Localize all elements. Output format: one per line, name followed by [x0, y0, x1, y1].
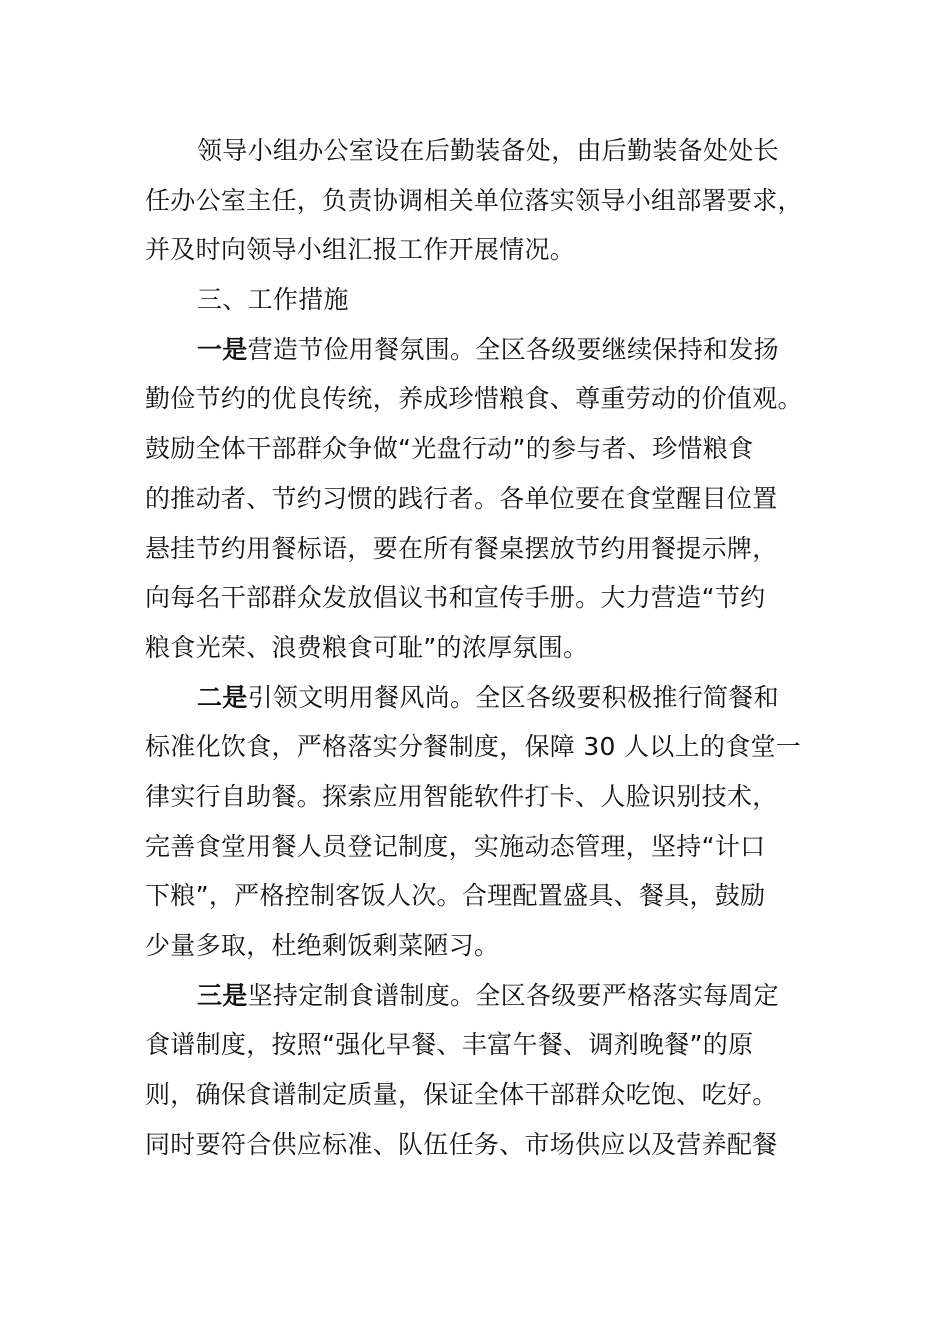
text-line: 悬挂节约用餐标语，要在所有餐桌摆放节约用餐提示牌， [145, 533, 778, 563]
paragraph-office [145, 126, 810, 275]
paragraph-measure-3 [145, 971, 810, 1170]
text-line: 下粮”，严格控制客饭人次。合理配置盛具、餐具，鼓励 [145, 881, 766, 911]
text-line: 粮食光荣、浪费粮食可耻”的浓厚氛围。 [145, 632, 589, 662]
text-line: 标准化饮食，严格落实分餐制度，保障 30 人以上的食堂一 [145, 732, 802, 762]
text-line: 律实行自助餐。探索应用智能软件打卡、人脸识别技术， [145, 781, 778, 811]
paragraph-lead: 三是 [197, 980, 248, 1010]
text-line: 同时要符合供应标准、队伍任务、市场供应以及营养配餐 [145, 1129, 778, 1159]
text-line: 完善食堂用餐人员登记制度，实施动态管理，坚持“计口 [145, 831, 766, 861]
text-line-body: 营造节俭用餐氛围。全区各级要继续保持和发扬 [247, 334, 779, 364]
text-line [145, 325, 810, 375]
text-line-body: 引领文明用餐风尚。全区各级要积极推行简餐和 [247, 682, 779, 712]
section-heading-text: 三、工作措施 [197, 285, 349, 315]
text-line: 并及时向领导小组汇报工作开展情况。 [145, 235, 576, 265]
text-line: 向每名干部群众发放倡议书和宣传手册。大力营造“节约 [145, 583, 766, 613]
text-line: 则，确保食谱制定质量，保证全体干部群众吃饱、吃好。 [145, 1080, 778, 1110]
text-line: 少量多取，杜绝剩饭剩菜陋习。 [145, 931, 500, 960]
text-line: 任办公室主任，负责协调相关单位落实领导小组部署要求， [145, 185, 803, 215]
text-line [145, 673, 810, 723]
text-line: 领导小组办公室设在后勤装备处，由后勤装备处处长 [197, 136, 779, 165]
text-line: 勤俭节约的优良传统，养成珍惜粮食、尊重劳动的价值观。 [145, 384, 803, 414]
text-line: 鼓励全体干部群众争做“光盘行动”的参与者、珍惜粮食 [145, 434, 754, 464]
paragraph-lead: 一是 [197, 334, 248, 364]
text-line-body: 坚持定制食谱制度。全区各级要严格落实每周定 [247, 980, 779, 1010]
document-body [145, 126, 810, 1169]
paragraph-measure-1 [145, 325, 810, 673]
paragraph-lead: 二是 [197, 682, 248, 712]
text-line: 的推动者、节约习惯的践行者。各单位要在食堂醒目位置 [145, 483, 778, 513]
text-line [145, 971, 810, 1021]
section-heading [145, 275, 810, 325]
paragraph-measure-2 [145, 673, 810, 971]
text-line: 食谱制度，按照“强化早餐、丰富午餐、调剂晚餐”的原 [145, 1030, 754, 1060]
